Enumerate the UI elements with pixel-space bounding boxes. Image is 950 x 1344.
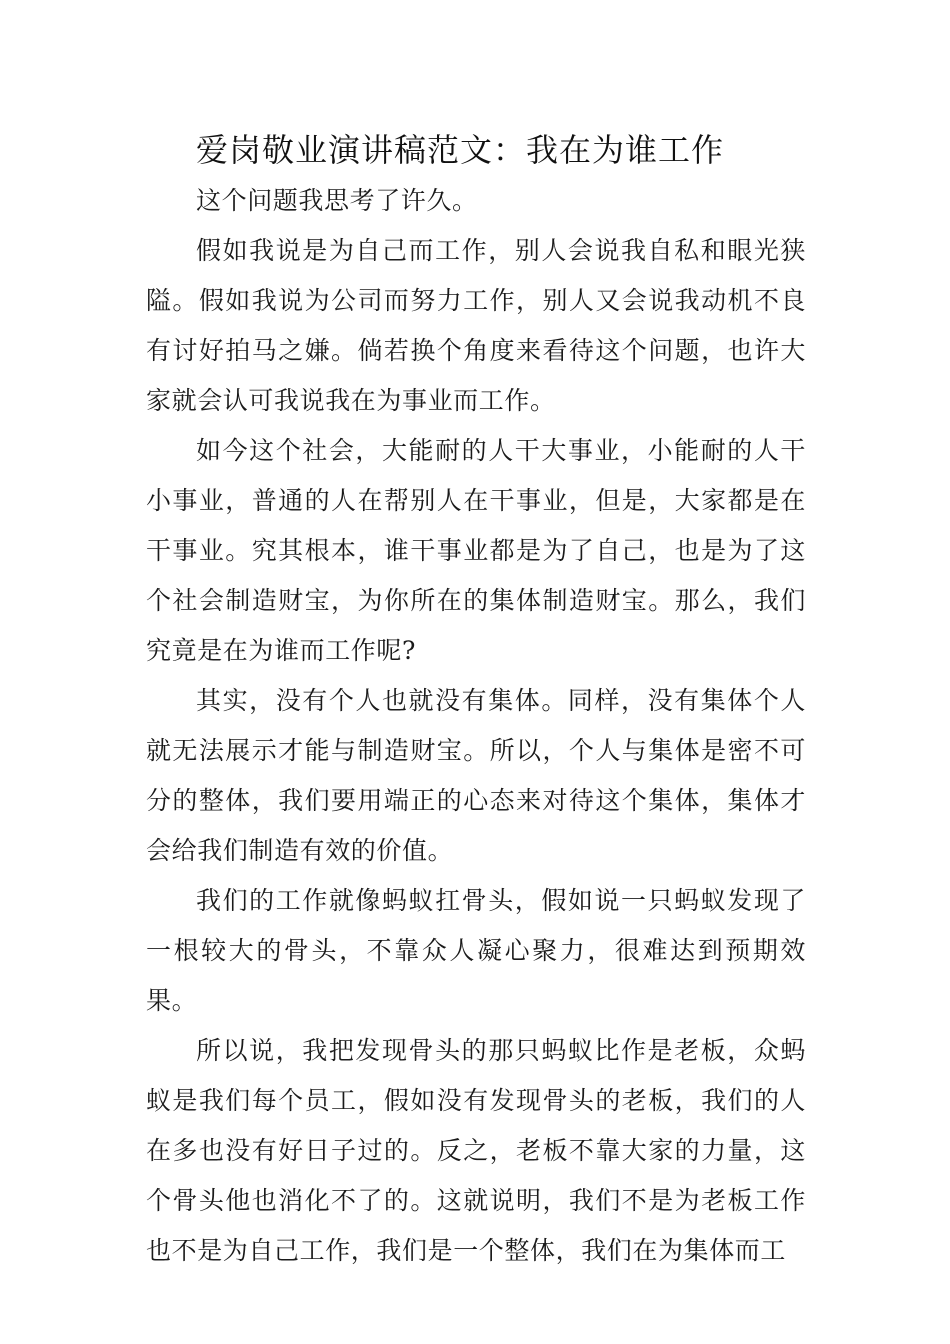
paragraph-5: 我们的工作就像蚂蚁扛骨头，假如说一只蚂蚁发现了一根较大的骨头，不靠众人凝心聚力，很难达到预期效果。 bbox=[146, 886, 806, 1015]
document-title: 爱岗敬业演讲稿范文：我在为谁工作 bbox=[196, 131, 725, 169]
document-body bbox=[146, 176, 806, 1276]
paragraph-3: 如今这个社会，大能耐的人干大事业，小能耐的人干小事业，普通的人在帮别人在干事业，但是，大家都是在干事业。究其根本，谁干事业都是为了自己，也是为了这个社会制造财宝，为你所在的集体制造财宝。那么，我们究竟是在为谁而工作呢? bbox=[146, 436, 806, 665]
paragraph-6: 所以说，我把发现骨头的那只蚂蚁比作是老板，众蚂蚁是我们每个员工，假如没有发现骨头的老板，我们的人在多也没有好日子过的。反之，老板不靠大家的力量，这个骨头他也消化不了的。这就说明，我们不是为老板工作也不是为自己工作，我们是一个整体，我们在为集体而工 bbox=[146, 1036, 806, 1265]
paragraph-4: 其实，没有个人也就没有集体。同样，没有集体个人就无法展示才能与制造财宝。所以，个人与集体是密不可分的整体，我们要用端正的心态来对待这个集体，集体才会给我们制造有效的价值。 bbox=[146, 686, 806, 865]
paragraph-2: 假如我说是为自己而工作，别人会说我自私和眼光狭隘。假如我说为公司而努力工作，别人又会说我动机不良有讨好拍马之嫌。倘若换个角度来看待这个问题，也许大家就会认可我说我在为事业而工作。 bbox=[146, 236, 806, 415]
paragraph-1: 这个问题我思考了许久。 bbox=[196, 186, 478, 215]
